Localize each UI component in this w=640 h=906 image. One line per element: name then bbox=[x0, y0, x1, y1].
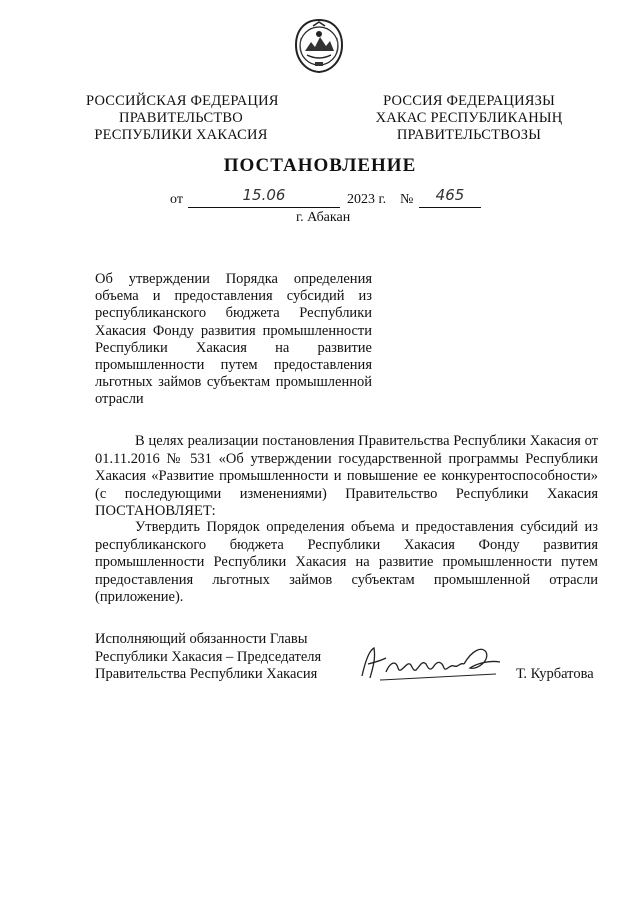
header-right-line: ПРАВИТЕЛЬСТВОЗЫ bbox=[396, 127, 542, 143]
date-prefix: от bbox=[170, 192, 183, 207]
signatory-position bbox=[95, 631, 321, 684]
header-left-line: РОССИЙСКАЯ ФЕДЕРАЦИЯ bbox=[86, 93, 279, 109]
date-handwritten: 15.06 bbox=[242, 186, 286, 204]
header-right-line: РОССИЯ ФЕДЕРАЦИЯЗЫ bbox=[383, 93, 555, 109]
header-left bbox=[86, 93, 279, 144]
year-label: 2023 г. bbox=[347, 192, 387, 207]
header-left-line: РЕСПУБЛИКИ ХАКАСИЯ bbox=[94, 127, 268, 143]
header-left-line: ПРАВИТЕЛЬСТВО bbox=[119, 110, 243, 126]
city-label: г. Абакан bbox=[296, 210, 351, 225]
handwritten-signature-icon bbox=[356, 638, 506, 688]
signatory-position-line: Республики Хакасия – Председателя bbox=[95, 648, 322, 665]
document-subject: Об утверждении Порядка определения объема и предоставления субсидий из республиканского бюджета Республики Хакасия Фонду развития промышленности Республики Хакасия на развитие промышленности путем предоставления льготных займов субъектам промышленной отрасли bbox=[95, 271, 372, 408]
header-right-line: ХАКАС РЕСПУБЛИКАНЫҢ bbox=[375, 110, 563, 126]
body-paragraph: В целях реализации постановления Правительства Республики Хакасия от 01.11.2016 № 531 «Об утверждении государственной программы Республики Хакасия «Развитие промышленности и повышение ее конкурентоспособности» (с последующими изменениями) Правительство Республики Хакасия ПОСТАНОВЛЯЕТ: bbox=[95, 433, 598, 519]
header-right bbox=[362, 93, 576, 144]
document-title: ПОСТАНОВЛЕНИЕ bbox=[223, 155, 417, 176]
number-field bbox=[419, 186, 481, 208]
body-paragraph: Утвердить Порядок определения объема и предоставления субсидий из республиканского бюджета Республики Хакасия Фонду развития промышленности Республики Хакасия на развитие промышленности путем предоставления льготных займов субъектам промышленной отрасли (приложение). bbox=[95, 519, 598, 605]
coat-of-arms-icon bbox=[293, 18, 345, 74]
date-field bbox=[188, 186, 340, 208]
number-handwritten: 465 bbox=[435, 186, 465, 204]
signatory-name: Т. Курбатова bbox=[516, 666, 594, 682]
number-prefix: № bbox=[400, 192, 414, 207]
signatory-position-line: Правительства Республики Хакасия bbox=[95, 666, 318, 682]
signatory-position-line: Исполняющий обязанности Главы bbox=[95, 631, 308, 647]
